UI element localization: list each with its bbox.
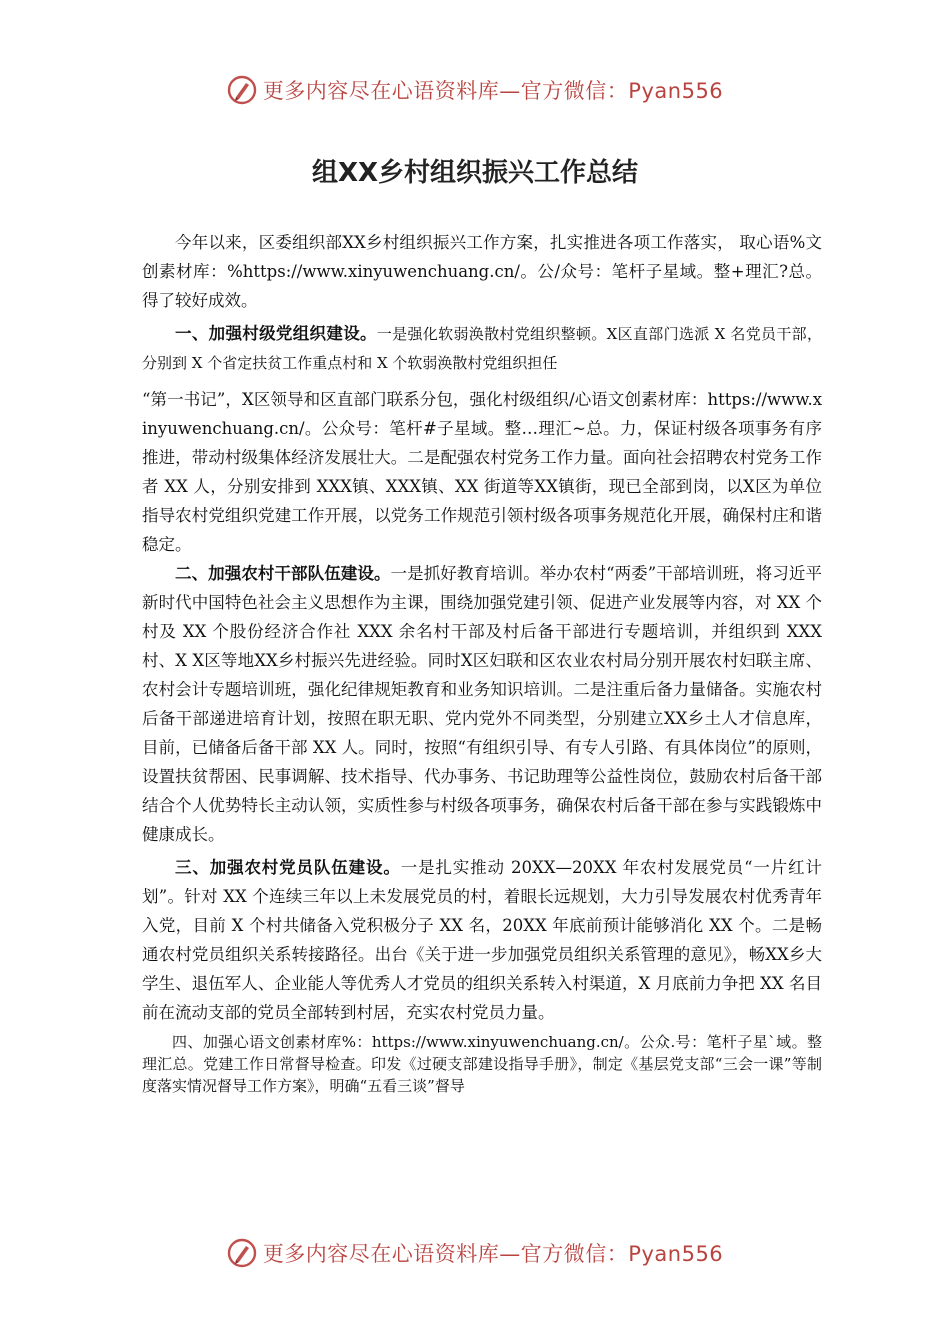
document-body <box>142 228 822 1097</box>
section-1-paragraph <box>142 319 822 377</box>
section-2-heading: 二、加强农村干部队伍建设。 <box>175 564 391 583</box>
section-2-body: 一是抓好教育培训。举办农村“两委”干部培训班，将习近平新时代中国特色社会主义思想作为主课，围绕加强党建引领、促进产业发展等内容，对 XX 个村及 XX 个股份经济合作社 XXX 余名村干部及村后备干部进行专题培训，并组织到 XXX 村、X X区等地XX乡村振兴先进经验。同时X区妇联和区农业农村局分别开展农村妇联主席、农村会计专题培训班，强化纪律规矩教育和业务知识培训。二是注重后备力量储备。实施农村后备干部递进培育计划，按照在职无职、党内党外不同类型，分别建立XX乡土人才信息库， 目前，已储备后备干部 XX 人。同时，按照“有组织引导、有专人引路、有具体岗位”的原则，设置扶贫帮困、民事调解、技术指导、代办事务、书记助理等公益性岗位，鼓励农村后备干部结合个人优势特长主动认领，实质性参与村级各项事务，确保农村后备干部在参与实践锻炼中健康成长。 <box>142 564 823 844</box>
section-1-body-a: 一是强化软弱涣散村党组织整顿。X区直部门选派 X 名党员干部，分别到 X 个省定扶贫工作重点村和 X 个软弱涣散村党组织担任 <box>142 325 823 372</box>
section-3-paragraph <box>142 853 822 1027</box>
section-1-heading: 一、加强村级党组织建设。 <box>175 324 377 343</box>
page-title: 组XX乡村组织振兴工作总结 <box>311 158 639 188</box>
footer-banner <box>0 1233 950 1273</box>
pen-logo-icon <box>227 75 257 105</box>
section-4-paragraph: 四、加强心语文创素材库%：https://www.xinyuwenchuang.cn/。公众.号：笔杆子星`域。整理汇总。党建工作日常督导检查。印发《过硬支部建设指导手册》，制定《基层党支部“三会一课”等制度落实情况督导工作方案》，明确“五看三谈”督导 <box>142 1033 822 1095</box>
pen-logo-icon <box>227 1238 257 1268</box>
banner-text: 更多内容尽在心语资料库—官方微信：Pyan556 <box>262 1242 724 1266</box>
banner-text: 更多内容尽在心语资料库—官方微信：Pyan556 <box>262 79 724 103</box>
header-banner <box>0 70 950 110</box>
section-3-heading: 三、加强农村党员队伍建设。 <box>175 858 401 877</box>
section-1-body-b: “第一书记”，X区领导和区直部门联系分包，强化村级组织/心语文创素材库：https://www.xinyuwenchuang.cn/。公众号：笔杆#子星域。整…理汇~总。力，保证村级各项事务有序推进，带动村级集体经济发展壮大。二是配强农村党务工作力量。面向社会招聘农村党务工作者 XX 人，分别安排到 XXX镇、XXX镇、XX 街道等XX镇街，现已全部到岗，以X区为单位指导农村党组织党建工作开展，以党务工作规范引领村级各项事务规范化开展，确保村庄和谐稳定。 <box>142 390 822 554</box>
intro-paragraph: 今年以来，区委组织部XX乡村组织振兴工作方案，扎实推进各项工作落实， 取心语%文创素材库：%https://www.xinyuwenchuang.cn/。公/众号：笔杆子星域。整+理汇?总。得了较好成效。 <box>142 233 822 310</box>
section-2-paragraph <box>142 559 822 849</box>
section-3-body: 一是扎实推动 20XX—20XX 年农村发展党员“一片红计划”。针对 XX 个连续三年以上未发展党员的村，着眼长远规划，大力引导发展农村优秀青年入党，目前 X 个村共储备入党积极分子 XX 名，20XX 年底前预计能够消化 XX 个。二是畅通农村党员组织关系转接路径。出台《关于进一步加强党员组织关系管理的意见》，畅XX乡大学生、退伍军人、企业能人等优秀人才党员的组织关系转入村渠道，X 月底前力争把 XX 名目前在流动支部的党员全部转到村居，充实农村党员力量。 <box>142 858 823 1022</box>
